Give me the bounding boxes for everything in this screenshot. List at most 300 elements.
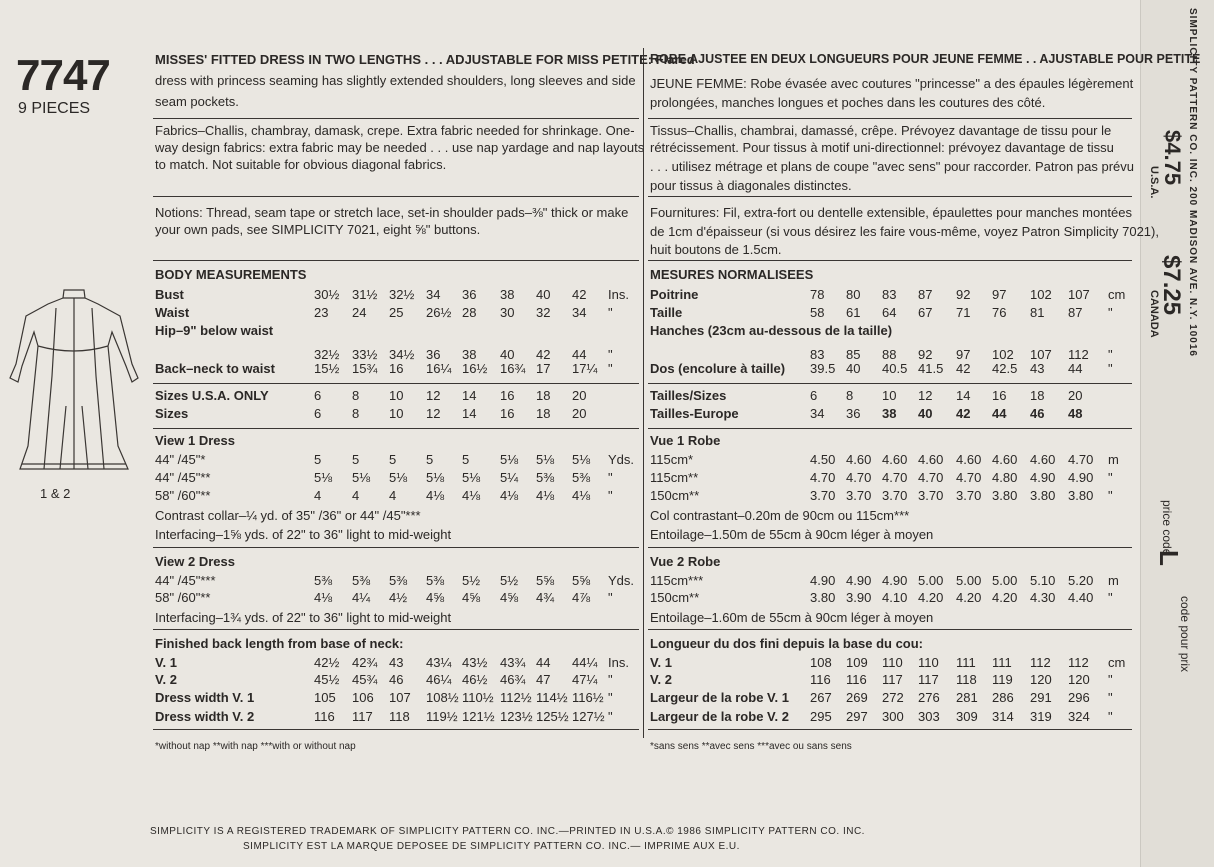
- table-unit: ": [608, 361, 613, 376]
- table-cell: 48: [1068, 406, 1083, 421]
- table-cell: 4¾: [536, 590, 555, 605]
- table-cell: 87: [918, 287, 933, 302]
- table-row-label: 44" /45"**: [155, 470, 211, 485]
- table-cell: 107: [389, 690, 411, 705]
- table-cell: 106: [352, 690, 374, 705]
- table-cell: 117: [918, 672, 939, 687]
- table-cell: 4⅝: [500, 590, 519, 605]
- table-unit: ": [608, 488, 613, 503]
- table-cell: 4⅝: [462, 590, 481, 605]
- table-cell: 44: [1068, 361, 1083, 376]
- table-cell: 46: [389, 672, 404, 687]
- table-cell: 4⅛: [500, 488, 519, 503]
- table-cell: 34: [426, 287, 441, 302]
- english-footnote: *without nap **with nap ***with or without nap: [155, 741, 356, 752]
- table-cell: 116: [810, 672, 831, 687]
- table-cell: 111: [992, 655, 1012, 670]
- table-cell: 8: [352, 406, 360, 421]
- table-cell: 40: [918, 406, 933, 421]
- table-cell: 102: [1030, 287, 1052, 302]
- table-cell: 42: [956, 406, 971, 421]
- usa-label: U.S.A.: [1148, 166, 1160, 199]
- table-cell: 14: [462, 388, 477, 403]
- footer-line-2: SIMPLICITY EST LA MARQUE DEPOSEE DE SIMPLICITY PATTERN CO. INC.— IMPRIME AUX E.U.: [243, 841, 740, 852]
- table-cell: 5.00: [918, 573, 944, 588]
- table-row-label: 115cm***: [650, 573, 704, 588]
- table-row-label: Dress width V. 2: [155, 709, 255, 724]
- table-cell: 121½: [462, 709, 495, 724]
- table-cell: 4⅛: [314, 590, 333, 605]
- table-cell: 105: [314, 690, 336, 705]
- table-cell: 4¼: [352, 590, 371, 605]
- dress-line-drawing: [8, 286, 140, 481]
- table-cell: 5⅝: [536, 573, 555, 588]
- table-cell: 24: [352, 305, 367, 320]
- table-cell: 43¼: [426, 655, 452, 670]
- table-cell: 34: [810, 406, 825, 421]
- table-cell: 4.90: [810, 573, 836, 588]
- table-cell: 108½: [426, 690, 459, 705]
- table-cell: 8: [352, 388, 360, 403]
- table-cell: 46¼: [426, 672, 452, 687]
- table-cell: 297: [846, 709, 868, 724]
- table-cell: 5⅛: [500, 452, 519, 467]
- table-cell: 92: [918, 347, 933, 362]
- table-cell: 309: [956, 709, 978, 724]
- table-cell: 32½: [389, 287, 415, 302]
- table-cell: 45¾: [352, 672, 378, 687]
- table-cell: 119: [992, 672, 1013, 687]
- table-row-label: 150cm**: [650, 488, 700, 503]
- table-cell: 127½: [572, 709, 605, 724]
- table-cell: 5½: [462, 573, 481, 588]
- table-unit: ": [1108, 361, 1113, 376]
- table-cell: 34½: [389, 347, 415, 362]
- table-cell: 267: [810, 690, 832, 705]
- table-cell: 39.5: [810, 361, 836, 376]
- table-row-label: Vue 2 Robe: [650, 554, 721, 569]
- table-cell: 4.60: [992, 452, 1018, 467]
- table-row-label: 58" /60"**: [155, 590, 211, 605]
- table-row-label: Largeur de la robe V. 1: [650, 690, 789, 705]
- table-cell: 4⅛: [462, 488, 481, 503]
- table-cell: 110: [918, 655, 939, 670]
- table-unit: ": [1108, 709, 1113, 724]
- table-cell: 5⅜: [352, 573, 371, 588]
- table-cell: 30: [500, 305, 515, 320]
- table-cell: 14: [956, 388, 971, 403]
- table-cell: 38: [500, 287, 515, 302]
- table-cell: 110½: [462, 690, 494, 705]
- views-label: 1 & 2: [40, 486, 71, 501]
- table-cell: 4½: [389, 590, 408, 605]
- table-cell: 3.80: [1068, 488, 1094, 503]
- table-cell: 4.90: [882, 573, 908, 588]
- table-cell: 43: [389, 655, 404, 670]
- table-row-label: Vue 1 Robe: [650, 433, 721, 448]
- table-row-label: V. 1: [650, 655, 672, 670]
- price-code: L: [1154, 550, 1184, 566]
- table-cell: 71: [956, 305, 971, 320]
- table-cell: 296: [1068, 690, 1090, 705]
- table-row-label: 58" /60"**: [155, 488, 211, 503]
- table-cell: 6: [314, 388, 322, 403]
- table-cell: 23: [314, 305, 329, 320]
- table-cell: 4.70: [846, 470, 872, 485]
- table-cell: 76: [992, 305, 1007, 320]
- table-row-label: 115cm**: [650, 470, 699, 485]
- table-cell: 42.5: [992, 361, 1018, 376]
- table-cell: 5⅛: [572, 452, 591, 467]
- table-cell: 4: [314, 488, 322, 503]
- table-cell: 281: [956, 690, 978, 705]
- table-row-label: Hip–9" below waist: [155, 323, 274, 338]
- table-row-label: V. 2: [155, 672, 177, 687]
- table-cell: 4.20: [918, 590, 944, 605]
- table-unit: ": [1108, 488, 1113, 503]
- table-cell: 3.80: [992, 488, 1018, 503]
- table-cell: 107: [1068, 287, 1090, 302]
- table-cell: 83: [810, 347, 825, 362]
- table-cell: 14: [462, 406, 477, 421]
- table-cell: 5⅛: [536, 452, 555, 467]
- table-cell: 116: [846, 672, 867, 687]
- table-cell: 6: [810, 388, 818, 403]
- table-cell: 42: [536, 347, 551, 362]
- table-cell: 5⅜: [536, 470, 555, 485]
- table-cell: 4.90: [1030, 470, 1056, 485]
- table-cell: 87: [1068, 305, 1083, 320]
- table-cell: 10: [389, 388, 404, 403]
- table-cell: 3.70: [882, 488, 908, 503]
- table-cell: 46: [1030, 406, 1045, 421]
- table-cell: 36: [462, 287, 477, 302]
- table-cell: 4.70: [918, 470, 944, 485]
- table-row-label: Tailles-Europe: [650, 406, 739, 421]
- table-cell: 4.70: [810, 470, 836, 485]
- table-cell: 3.70: [846, 488, 872, 503]
- table-cell: 16: [500, 406, 515, 421]
- table-cell: 112½: [500, 690, 532, 705]
- usa-price: $4.75: [1160, 130, 1185, 186]
- table-cell: 4.90: [1068, 470, 1094, 485]
- french-footnote: *sans sens **avec sens ***avec ou sans sens: [650, 741, 852, 752]
- table-cell: 117: [882, 672, 903, 687]
- table-cell: 5: [352, 452, 360, 467]
- table-row-label: Poitrine: [650, 287, 699, 302]
- table-row-label: 44" /45"*: [155, 452, 206, 467]
- table-cell: 26½: [426, 305, 452, 320]
- table-unit: ": [608, 672, 613, 687]
- table-row-label: Sizes: [155, 406, 189, 421]
- table-cell: 34: [572, 305, 587, 320]
- table-cell: 36: [846, 406, 861, 421]
- table-cell: 18: [1030, 388, 1045, 403]
- table-cell: 97: [992, 287, 1007, 302]
- table-cell: 16½: [462, 361, 488, 376]
- table-cell: 40: [500, 347, 515, 362]
- price-code-label: price code: [1160, 500, 1174, 556]
- table-cell: 12: [918, 388, 933, 403]
- table-cell: 116: [314, 709, 335, 724]
- table-cell: 42¾: [352, 655, 378, 670]
- table-cell: 38: [462, 347, 477, 362]
- table-cell: 5⅛: [389, 470, 408, 485]
- table-cell: 107: [1030, 347, 1052, 362]
- company-address: SIMPLICITY PATTERN CO. INC. 200 MADISON AVE. N.Y. 10016: [1187, 8, 1198, 357]
- table-cell: 3.70: [918, 488, 944, 503]
- table-cell: 38: [882, 406, 897, 421]
- table-cell: 5.00: [992, 573, 1018, 588]
- table-cell: 4.20: [956, 590, 982, 605]
- table-cell: 4.90: [846, 573, 872, 588]
- table-cell: 5: [389, 452, 397, 467]
- table-cell: 58: [810, 305, 825, 320]
- table-cell: 4.70: [956, 470, 982, 485]
- table-cell: 5¼: [500, 470, 519, 485]
- table-cell: 112: [1030, 655, 1051, 670]
- table-cell: 300: [882, 709, 904, 724]
- table-cell: 42: [956, 361, 971, 376]
- table-cell: 286: [992, 690, 1014, 705]
- table-row-label: V. 2: [650, 672, 672, 687]
- table-row-label: Largeur de la robe V. 2: [650, 709, 789, 724]
- table-row-label: Longueur du dos fini depuis la base du cou:: [650, 636, 924, 651]
- table-cell: 4.30: [1030, 590, 1056, 605]
- table-cell: 125½: [536, 709, 569, 724]
- table-cell: 114½: [536, 690, 568, 705]
- table-cell: 10: [882, 388, 897, 403]
- table-cell: 61: [846, 305, 861, 320]
- table-cell: 33½: [352, 347, 378, 362]
- table-cell: 67: [918, 305, 933, 320]
- table-cell: 18: [536, 406, 551, 421]
- table-cell: 5.10: [1030, 573, 1056, 588]
- table-cell: 5: [314, 452, 322, 467]
- pattern-number: 7747: [16, 51, 110, 100]
- table-cell: 78: [810, 287, 825, 302]
- table-cell: 5⅛: [426, 470, 445, 485]
- table-cell: 4.20: [992, 590, 1018, 605]
- table-cell: 5⅛: [352, 470, 371, 485]
- table-cell: 112: [1068, 347, 1089, 362]
- table-row-label: Contrast collar–¼ yd. of 35" /36" or 44" /45"***: [155, 508, 421, 523]
- table-cell: 4: [389, 488, 397, 503]
- table-cell: 295: [810, 709, 832, 724]
- table-row-label: Finished back length from base of neck:: [155, 636, 404, 651]
- table-cell: 46¾: [500, 672, 526, 687]
- table-cell: 44¼: [572, 655, 598, 670]
- table-row-label: Entoilage–1.60m de 55cm à 90cm léger à moyen: [650, 610, 934, 625]
- table-cell: 118: [956, 672, 977, 687]
- table-cell: 324: [1068, 709, 1090, 724]
- table-unit: ": [608, 347, 613, 362]
- table-cell: 42½: [314, 655, 340, 670]
- table-cell: 4⅛: [572, 488, 591, 503]
- table-cell: 272: [882, 690, 904, 705]
- table-row-label: BODY MEASUREMENTS: [155, 267, 307, 282]
- table-cell: 4⅛: [426, 488, 445, 503]
- table-cell: 44: [572, 347, 587, 362]
- table-unit: ": [1108, 347, 1113, 362]
- table-cell: 80: [846, 287, 861, 302]
- table-unit: m: [1108, 452, 1119, 467]
- table-cell: 40.5: [882, 361, 908, 376]
- table-cell: 4⅞: [572, 590, 591, 605]
- table-row-label: Dress width V. 1: [155, 690, 255, 705]
- pattern-envelope-back: 7747 9 PIECES 1 & 2 MISSES' FITTED DRESS IN TWO LENGTHS . . . ADJUSTABLE FOR MISS PETITE: Flared dress with princess seaming has slightly extended shoulders, long sleeves and side seam pockets. Fabrics–Challis, chambray, damask, crepe. Extra fabric needed for shrinkage. One- way design fabrics: extra fabric may be needed . . . use nap yardage and nap layouts to match. Not suitable for obvious diagonal fabrics. Notions: Thread, seam tape or stretch lace, set-in shoulder pads–⅜" thick or make your own pads, see SIMPLICITY 7021, eight ⅝" buttons. ROBE AJUSTEE EN DEUX LONGUEURS POUR JEUNE FEMME . . AJUSTABLE POUR PETITE JEUNE FEMME: Robe évasée avec coutures "princesse" a des épaules légèrement prolongées, manches longues et poches dans les coutures des côté. Tissus–Challis, chambrai, damassé, crêpe. Prévoyez davantage de tissu pour le rétrécissement. Pour tissus à motif uni-directionnel: prévoyez davantage de tissu . . . utilisez métrage et plans de coupe "avec sens" pour raccorder. Patron pas prévu pour tissus à diagonales distinctes. Fournitures: Fil, extra-fort ou dentelle extensible, épaulettes pour manches montées de 1cm d'épaisseur (si vous désirez les faire vous-même, voyez Patron Simplicity 7021), huit boutons de 1.5cm. BODY MEASUREMENTS Bust 30½ 31½ 32½ 34 36 38 40 42 Ins. Waist 23 24 25 26½ 28 30 32 34 " Hip–9" below waist 32½ 33½ 34½ 36 38 40 42 44 " Back–neck to waist 15½ 15¾ 16 16¼ 16½ 16¾ 17 17¼ " Sizes U.S.A. ONLY 6 8 10 12 14 16 18 20 Sizes 6 8 10 12 14 16 18 20 View 1 Dress 44" /45"* 5 5 5 5 5 5⅛ 5⅛ 5⅛ Yds. 44" /45"** 5⅛ 5⅛ 5⅛ 5⅛ 5⅛ 5¼ 5⅜ 5⅜ " 58" /60"** 4 4 4 4⅛ 4⅛ 4⅛ 4⅛ 4⅛ " Contrast collar–¼ yd. of 35" /36" or 44" /45"*** Interfacing–1⅝ yds. of 22" to 36" light to mid-weight View 2 Dress 44" /45"*** 5⅜ 5⅜ 5⅜ 5⅜ 5½ 5½ 5⅝ 5⅝ Yds. 58" /60"** 4⅛ 4¼ 4½ 4⅝ 4⅝ 4⅝ 4¾ 4⅞ " Interfacing–1¾ yds. of 22" to 36" light to mid-weight Finished back length from base of neck: V. 1 42½ 42¾ 43 43¼ 43½ 43¾ 44 44¼ Ins. V. 2 45½ 45¾ 46 46¼ 46½ 46¾ 47 47¼ " Dress width V. 1 105 106 107 108½ 110½ 112½ 114½ 116½ " Dress width V. 2 116 117 118 119½ 121½ 123½ 125½ 127½ " MESURES NORMALISEES Poitrine 78 80 83 87 92 97 102 107 cm Taille 58 61 64 67 71 76 81 87 " Hanches (23cm au-dessous de la taille) 83 85 88 92 97 102 107 112 " Dos (encolure à taille) 39.5 40 40.5 41.5 42 42.5 43 44 " Tailles/Sizes 6 8 10 12 14 16 18 20 Tailles-Europe 34 36 38 40 42 44 46 48 Vue 1 Robe 115cm* 4.50 4.60 4.60 4.60 4.60 4.60 4.60 4.70 m 115cm** 4.70 4.70 4.70 4.70 4.70 4.80 4.90 4.90 " 150cm** 3.70 3.70 3.70 3.70 3.70 3.80 3.80 3.80 " Col contrastant–0.20m de 90cm ou 115cm*** Entoilage–1.50m de 55cm à 90cm léger à moyen Vue 2 Robe 115cm*** 4.90 4.90 4.90 5.00 5.00 5.00 5.10 5.20 m 150cm** 3.80 3.90 4.10 4.20 4.20 4.20 4.30 4.40 " Entoilage–1.60m de 55cm à 90cm léger à moyen Longueur du dos fini depuis la base du cou: V. 1 108 109 110 110 111 111 112 112 cm V. 2 116 116 117 117 118 119 120 120 " Largeur de la robe V. 1 267 269 272 276 281 286 291 296 " Largeur de la robe V. 2 295 297 300 303 309 314 319 324 " *without nap **with nap ***with or without nap *sans sens **avec sens ***avec ou sans sens SIMPLICITY PATTERN CO. INC. 200 MADISON AVE. N.Y. 10016 $4.75 U.S.A. $7.25 CANADA price code L code pour prix SIMPLICITY IS A REGISTERED TRADEMARK OF SIMPLICITY PATTERN CO. INC.—PRINTED IN U.S.A.© 1986 SIMPLICITY PATTERN CO. INC. SIMPLICITY EST LA MARQUE DEPOSEE DE SIMPLICITY PATTERN CO. INC.— IMPRIME AUX E.U.: [0, 0, 1214, 867]
- table-cell: 4.70: [882, 470, 908, 485]
- table-cell: 3.90: [846, 590, 872, 605]
- table-cell: 110: [882, 655, 903, 670]
- table-row-label: Sizes U.S.A. ONLY: [155, 388, 269, 403]
- canada-label: CANADA: [1148, 290, 1160, 338]
- table-cell: 4⅝: [426, 590, 445, 605]
- table-cell: 319: [1030, 709, 1052, 724]
- table-cell: 12: [426, 388, 441, 403]
- table-cell: 20: [572, 388, 587, 403]
- table-cell: 12: [426, 406, 441, 421]
- table-cell: 5⅜: [426, 573, 445, 588]
- code-pour-prix-label: code pour prix: [1178, 596, 1192, 673]
- table-row-label: 44" /45"***: [155, 573, 216, 588]
- table-unit: ": [1108, 305, 1113, 320]
- table-cell: 4.80: [992, 470, 1018, 485]
- table-cell: 20: [1068, 388, 1083, 403]
- table-unit: ": [608, 590, 613, 605]
- table-row-label: Back–neck to waist: [155, 361, 275, 376]
- table-cell: 17: [536, 361, 551, 376]
- table-cell: 4.60: [882, 452, 908, 467]
- table-cell: 5⅜: [389, 573, 408, 588]
- table-unit: ": [608, 305, 613, 320]
- table-cell: 32: [536, 305, 551, 320]
- table-cell: 15¾: [352, 361, 378, 376]
- table-cell: 116½: [572, 690, 604, 705]
- table-cell: 303: [918, 709, 940, 724]
- table-cell: 102: [992, 347, 1014, 362]
- table-cell: 120: [1068, 672, 1090, 687]
- table-unit: cm: [1108, 287, 1126, 302]
- table-row-label: Entoilage–1.50m de 55cm à 90cm léger à moyen: [650, 527, 934, 542]
- table-cell: 8: [846, 388, 854, 403]
- table-unit: ": [608, 470, 613, 485]
- table-cell: 5: [426, 452, 434, 467]
- table-cell: 4.50: [810, 452, 836, 467]
- table-cell: 64: [882, 305, 897, 320]
- table-cell: 269: [846, 690, 868, 705]
- table-cell: 17¼: [572, 361, 598, 376]
- table-cell: 16: [500, 388, 515, 403]
- table-cell: 5.00: [956, 573, 982, 588]
- table-row-label: Waist: [155, 305, 190, 320]
- table-cell: 4.60: [956, 452, 982, 467]
- table-cell: 4.70: [1068, 452, 1094, 467]
- table-cell: 43½: [462, 655, 488, 670]
- table-row-label: Taille: [650, 305, 683, 320]
- table-row-label: Tailles/Sizes: [650, 388, 727, 403]
- table-row-label: MESURES NORMALISEES: [650, 267, 814, 282]
- table-cell: 4.60: [1030, 452, 1056, 467]
- table-cell: 85: [846, 347, 861, 362]
- table-cell: 16¾: [500, 361, 526, 376]
- table-cell: 276: [918, 690, 940, 705]
- table-cell: 43: [1030, 361, 1045, 376]
- table-cell: 3.80: [810, 590, 836, 605]
- table-cell: 3.70: [956, 488, 982, 503]
- pattern-pieces-count: 9 PIECES: [18, 100, 91, 117]
- canada-price: $7.25: [1158, 255, 1185, 316]
- table-row-label: V. 1: [155, 655, 177, 670]
- table-cell: 31½: [352, 287, 378, 302]
- table-cell: 5½: [500, 573, 519, 588]
- table-row-label: Dos (encolure à taille): [650, 361, 786, 376]
- table-unit: Yds.: [608, 452, 635, 467]
- table-cell: 6: [314, 406, 322, 421]
- table-cell: 28: [462, 305, 477, 320]
- table-cell: 25: [389, 305, 404, 320]
- table-cell: 314: [992, 709, 1014, 724]
- table-row-label: Bust: [155, 287, 184, 302]
- table-row-label: 115cm*: [650, 452, 694, 467]
- table-cell: 92: [956, 287, 971, 302]
- table-cell: 40: [536, 287, 551, 302]
- table-cell: 16¼: [426, 361, 452, 376]
- table-row-label: 150cm**: [650, 590, 700, 605]
- table-cell: 117: [352, 709, 373, 724]
- table-cell: 4: [352, 488, 360, 503]
- table-cell: 5: [462, 452, 470, 467]
- table-cell: 20: [572, 406, 587, 421]
- table-cell: 108: [810, 655, 832, 670]
- table-cell: 18: [536, 388, 551, 403]
- table-cell: 4.40: [1068, 590, 1094, 605]
- table-unit: m: [1108, 573, 1119, 588]
- table-cell: 81: [1030, 305, 1045, 320]
- table-cell: 44: [992, 406, 1007, 421]
- table-cell: 5⅝: [572, 573, 591, 588]
- table-unit: Ins.: [608, 655, 629, 670]
- table-cell: 3.80: [1030, 488, 1056, 503]
- table-unit: ": [608, 709, 613, 724]
- table-row-label: View 2 Dress: [155, 554, 235, 569]
- table-cell: 41.5: [918, 361, 944, 376]
- table-cell: 36: [426, 347, 441, 362]
- table-row-label: Hanches (23cm au-dessous de la taille): [650, 323, 893, 338]
- table-cell: 118: [389, 709, 410, 724]
- table-cell: 42: [572, 287, 587, 302]
- table-cell: 5.20: [1068, 573, 1094, 588]
- table-cell: 30½: [314, 287, 340, 302]
- table-cell: 10: [389, 406, 404, 421]
- table-unit: ": [608, 690, 613, 705]
- footer-line-1: SIMPLICITY IS A REGISTERED TRADEMARK OF SIMPLICITY PATTERN CO. INC.—PRINTED IN U.S.A.© 1986 SIMPLICITY PATTERN CO. INC.: [150, 826, 865, 837]
- table-cell: 47: [536, 672, 551, 687]
- table-cell: 5⅜: [314, 573, 333, 588]
- table-unit: Yds.: [608, 573, 635, 588]
- table-cell: 109: [846, 655, 868, 670]
- table-cell: 4.60: [918, 452, 944, 467]
- table-row-label: Interfacing–1¾ yds. of 22" to 36" light to mid-weight: [155, 610, 452, 625]
- table-cell: 123½: [500, 709, 533, 724]
- table-cell: 46½: [462, 672, 488, 687]
- table-unit: Ins.: [608, 287, 629, 302]
- table-cell: 88: [882, 347, 897, 362]
- table-cell: 3.70: [810, 488, 836, 503]
- table-cell: 5⅛: [314, 470, 333, 485]
- table-cell: 5⅜: [572, 470, 591, 485]
- table-unit: ": [1108, 470, 1113, 485]
